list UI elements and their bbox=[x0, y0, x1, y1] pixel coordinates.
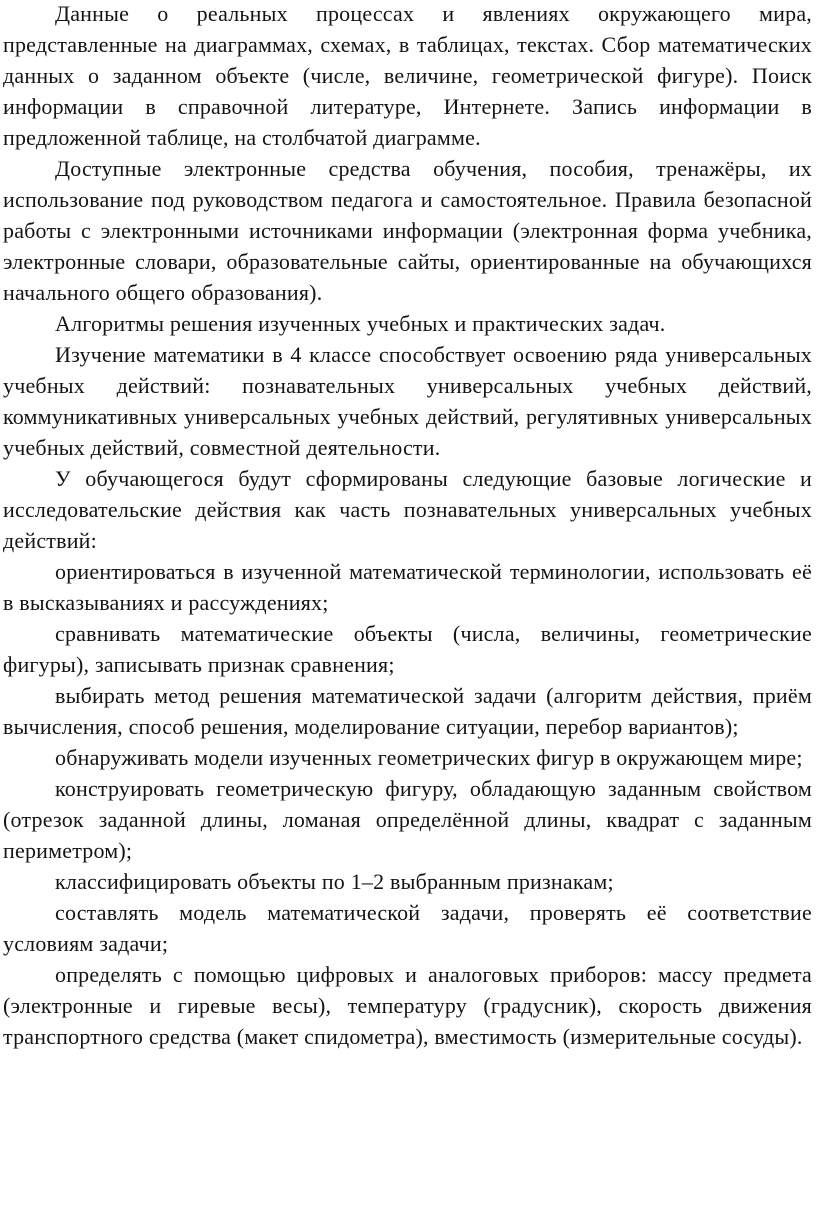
paragraph-data-processes: Данные о реальных процессах и явлениях окружающего мира, представленные на диаграммах, схемах, в таблицах, текстах. Сбор математических данных о заданном объекте (числе, величине, геометрической фигуре). Поиск информации в справочной литературе, Интернете. Запись информации в предложенной таблице, на столбчатой диаграмме. bbox=[3, 1, 812, 150]
list-item-terminology: ориентироваться в изученной математической терминологии, использовать её в высказываниях и рассуждениях; bbox=[3, 559, 812, 615]
list-item-compare: сравнивать математические объекты (числа, величины, геометрические фигуры), записывать признак сравнения; bbox=[3, 621, 812, 677]
list-item-model-task: составлять модель математической задачи, проверять её соответствие условиям задачи; bbox=[3, 900, 812, 956]
paragraph-algorithms: Алгоритмы решения изученных учебных и практических задач. bbox=[55, 311, 666, 336]
paragraph-logical-actions-intro: У обучающегося будут сформированы следующие базовые логические и исследовательские действия как часть познавательных универсальных учебных действий: bbox=[3, 466, 812, 553]
list-item-classify: классифицировать объекты по 1–2 выбранным признакам; bbox=[55, 869, 614, 894]
list-item-measure: определять с помощью цифровых и аналоговых приборов: массу предмета (электронные и гиревые весы), температуру (градусник), скорость движения транспортного средства (макет спидометра), вместимость (измерительные сосуды). bbox=[3, 962, 812, 1049]
paragraph-universal-actions: Изучение математики в 4 классе способствует освоению ряда универсальных учебных действий: познавательных универсальных учебных действий, коммуникативных универсальных учебных действий, регулятивных универсальных учебных действий, совместной деятельности. bbox=[3, 342, 812, 460]
list-item-construct: конструировать геометрическую фигуру, обладающую заданным свойством (отрезок заданной длины, ломаная определённой длины, квадрат с заданным периметром); bbox=[3, 776, 812, 863]
list-item-geometry-models: обнаруживать модели изученных геометрических фигур в окружающем мире; bbox=[55, 745, 803, 770]
paragraph-electronic-tools: Доступные электронные средства обучения, пособия, тренажёры, их использование под руководством педагога и самостоятельное. Правила безопасной работы с электронными источниками информации (электронная форма учебника, электронные словари, образовательные сайты, ориентированные на обучающихся начального общего образования). bbox=[3, 156, 812, 305]
list-item-method: выбирать метод решения математической задачи (алгоритм действия, приём вычисления, способ решения, моделирование ситуации, перебор вариантов); bbox=[3, 683, 812, 739]
